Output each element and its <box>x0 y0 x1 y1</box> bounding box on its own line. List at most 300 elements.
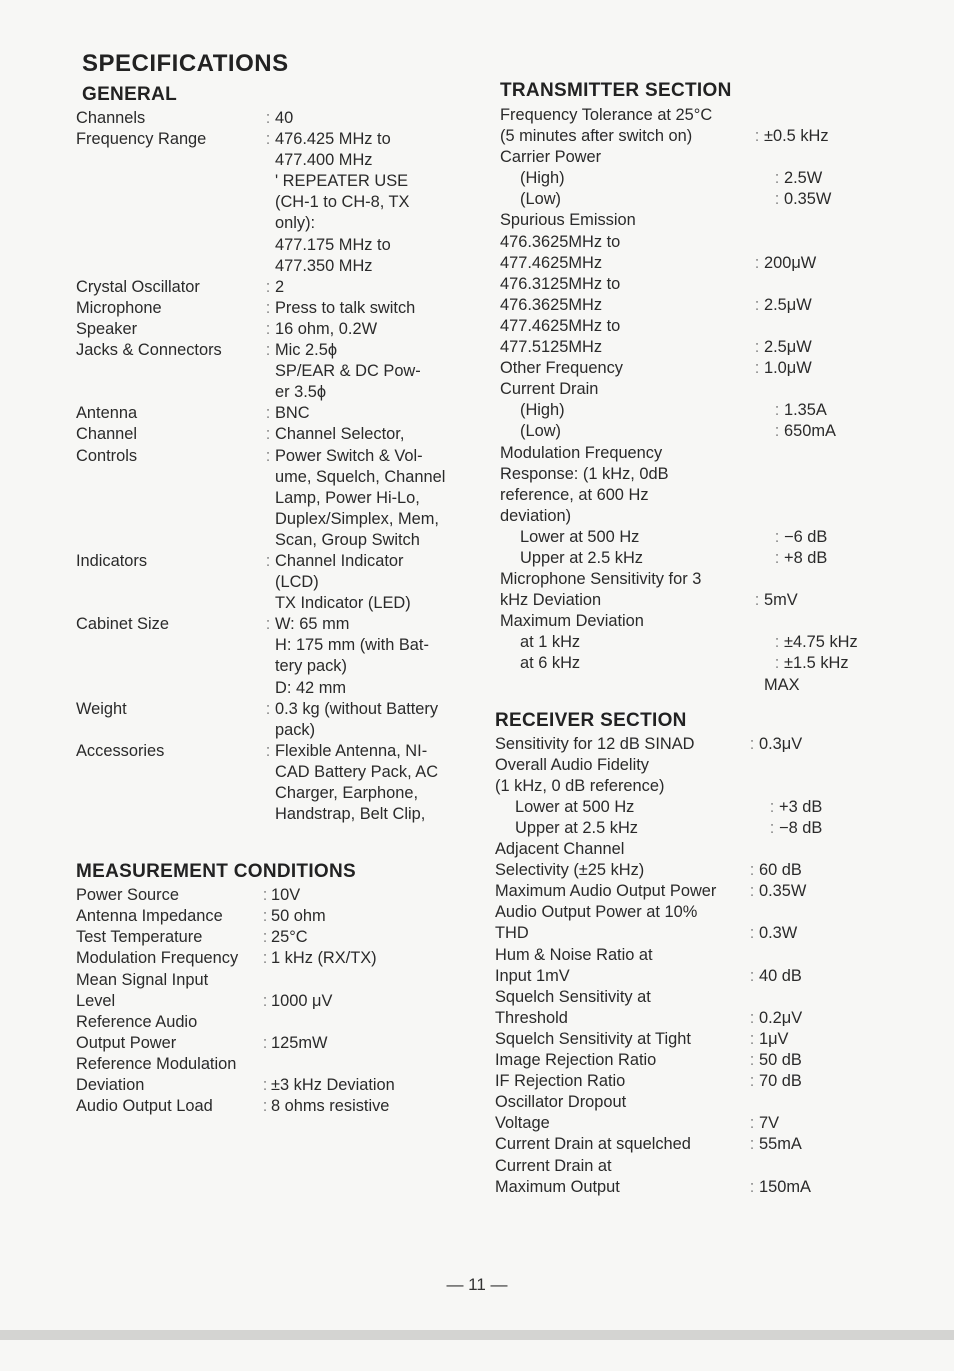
spec-row <box>500 569 910 590</box>
spec-value <box>759 1156 910 1177</box>
spec-value <box>764 274 910 295</box>
spec-separator: : <box>265 446 271 465</box>
spec-separator: : <box>749 1135 755 1154</box>
spec-label: Squelch Sensitivity at Tight <box>495 1029 691 1048</box>
spec-value <box>271 1075 476 1096</box>
spec-separator: : <box>262 907 268 926</box>
spec-separator <box>259 1012 271 1033</box>
spec-value <box>271 1033 476 1054</box>
spec-row <box>76 927 476 948</box>
spec-separator: : <box>749 734 755 753</box>
spec-value-line: 55mA <box>759 1135 802 1154</box>
spec-separator: : <box>262 1076 268 1095</box>
spec-value <box>759 945 910 966</box>
spec-row <box>495 839 910 860</box>
spec-separator <box>745 839 759 860</box>
spec-separator: : <box>749 966 755 985</box>
spec-separator: : <box>749 1029 755 1048</box>
spec-separator: : <box>262 886 268 905</box>
spec-row <box>76 403 476 424</box>
spec-value <box>764 337 910 358</box>
spec-value-line: 50 dB <box>759 1051 802 1070</box>
spec-separator: : <box>265 298 271 317</box>
spec-row <box>76 298 476 319</box>
spec-value <box>764 105 910 126</box>
spec-label: Selectivity (±25 kHz) <box>495 861 645 880</box>
spec-row <box>495 987 910 1008</box>
spec-label: 477.5125MHz <box>500 338 603 357</box>
spec-value <box>764 126 910 147</box>
spec-value-line: 125mW <box>271 1033 328 1052</box>
spec-separator: : <box>262 1097 268 1116</box>
spec-label: Deviation <box>76 1076 145 1095</box>
spec-row <box>500 400 910 421</box>
spec-label: (1 kHz, 0 dB reference) <box>495 776 665 795</box>
spec-row <box>495 734 910 755</box>
spec-value-line: 477.175 MHz to <box>275 235 391 254</box>
spec-label: Channel <box>76 425 138 444</box>
spec-value-line: 650mA <box>784 422 836 441</box>
spec-value-line: 477.350 MHz <box>275 256 373 275</box>
spec-row <box>500 421 910 442</box>
spec-value-line: 150mA <box>759 1177 811 1196</box>
spec-value <box>275 551 476 614</box>
spec-value-line: 2.5μW <box>764 338 812 357</box>
spec-value <box>784 168 910 189</box>
spec-label: Upper at 2.5 kHz <box>515 819 638 837</box>
spec-separator: : <box>262 928 268 947</box>
spec-row <box>500 632 910 653</box>
spec-separator: : <box>265 130 271 149</box>
spec-value <box>764 590 910 611</box>
page-title: SPECIFICATIONS <box>82 50 289 77</box>
spec-separator <box>745 776 759 797</box>
spec-label: 476.3625MHz <box>500 295 603 314</box>
spec-value <box>759 839 910 860</box>
spec-label: Response: (1 kHz, 0dB <box>500 464 669 483</box>
spec-row <box>76 1054 476 1075</box>
spec-separator <box>750 569 764 590</box>
spec-separator <box>750 210 764 231</box>
spec-row <box>76 1096 476 1117</box>
spec-value-line: 1 kHz (RX/TX) <box>271 949 377 968</box>
spec-value-line: ±3 kHz Deviation <box>271 1076 395 1095</box>
spec-row <box>500 210 910 231</box>
spec-separator: : <box>769 819 775 837</box>
spec-value-line: 0.35W <box>784 190 832 209</box>
spec-row <box>495 1092 910 1113</box>
spec-label: Test Temperature <box>76 928 203 947</box>
spec-value-line: 0.35W <box>759 882 807 901</box>
spec-row <box>500 485 910 506</box>
spec-label: Reference Audio <box>76 1012 198 1031</box>
spec-value-line: D: 42 mm <box>275 678 347 697</box>
spec-value <box>271 1012 476 1033</box>
spec-label: (5 minutes after switch on) <box>500 127 693 146</box>
spec-row <box>76 948 476 969</box>
spec-value-line: 0.2μV <box>759 1008 803 1027</box>
spec-label: Jacks & Connectors <box>76 341 222 360</box>
spec-label: kHz Deviation <box>500 591 602 610</box>
spec-value-line: 25°C <box>271 928 308 947</box>
spec-value-line: ±0.5 kHz <box>764 127 829 146</box>
transmitter-heading: TRANSMITTER SECTION <box>500 80 732 101</box>
spec-row <box>76 699 476 741</box>
spec-label: Accessories <box>76 741 165 760</box>
spec-label: (Low) <box>520 190 561 209</box>
spec-separator: : <box>265 341 271 360</box>
spec-row <box>76 1033 476 1054</box>
spec-separator <box>750 232 764 253</box>
spec-row <box>76 108 476 129</box>
spec-label: Current Drain <box>500 380 599 399</box>
spec-row <box>500 548 910 569</box>
spec-value <box>271 1054 476 1075</box>
spec-value <box>759 966 910 987</box>
spec-row <box>495 1156 910 1177</box>
spec-label: Audio Output Power at 10% <box>495 903 698 922</box>
measurement-section <box>76 861 476 1117</box>
spec-value <box>275 108 476 129</box>
spec-separator: : <box>749 882 755 901</box>
spec-label: Sensitivity for 12 dB SINAD <box>495 734 695 753</box>
spec-value-line: pack) <box>275 720 316 739</box>
transmitter-section <box>500 80 910 696</box>
spec-value <box>275 424 476 445</box>
spec-value-line: 2 <box>275 277 285 296</box>
spec-value-line: 5mV <box>764 591 798 610</box>
spec-row <box>500 611 910 632</box>
spec-value-line: 16 ohm, 0.2W <box>275 319 378 338</box>
spec-label: Antenna <box>76 404 138 423</box>
spec-label: Image Rejection Ratio <box>495 1051 657 1070</box>
spec-value-line: 70 dB <box>759 1072 802 1091</box>
spec-label: 476.3125MHz to <box>500 274 621 293</box>
spec-value-line: SP/EAR & DC Pow- <box>275 362 421 381</box>
spec-value <box>275 446 476 551</box>
spec-value <box>764 443 910 464</box>
spec-row <box>495 923 910 944</box>
spec-value-line: −8 dB <box>779 819 823 837</box>
spec-separator <box>750 675 764 696</box>
spec-value <box>271 948 476 969</box>
spec-row <box>500 189 910 210</box>
spec-row <box>500 464 910 485</box>
spec-separator: : <box>262 949 268 968</box>
spec-separator: : <box>774 401 780 420</box>
spec-value-line: 1.0μW <box>764 359 812 378</box>
spec-value <box>759 1071 910 1092</box>
spec-row <box>76 424 476 445</box>
spec-row <box>495 1029 910 1050</box>
spec-row <box>495 902 910 923</box>
spec-value <box>759 1008 910 1029</box>
spec-separator <box>259 970 271 991</box>
spec-row <box>500 316 910 337</box>
spec-value-line: 476.425 MHz to <box>275 130 391 149</box>
spec-value-line: 0.3W <box>759 924 798 943</box>
spec-value-line: (CH-1 to CH-8, TX <box>275 193 410 212</box>
spec-value <box>779 818 910 839</box>
spec-label: Channels <box>76 109 146 127</box>
spec-value <box>764 358 910 379</box>
spec-row <box>76 319 476 340</box>
spec-label: IF Rejection Ratio <box>495 1072 626 1091</box>
spec-label: Antenna Impedance <box>76 907 223 926</box>
spec-separator: : <box>265 404 271 423</box>
receiver-rows <box>495 734 910 1198</box>
spec-value-line: Charger, Earphone, <box>275 784 419 802</box>
spec-value-line: 60 dB <box>759 861 802 880</box>
general-section <box>76 84 476 825</box>
spec-row <box>76 277 476 298</box>
spec-separator <box>745 945 759 966</box>
spec-value-line: Press to talk switch <box>275 298 416 317</box>
spec-separator <box>750 316 764 337</box>
spec-separator: : <box>774 422 780 441</box>
spec-label: deviation) <box>500 506 572 525</box>
spec-separator: : <box>265 699 271 718</box>
spec-row <box>500 147 910 168</box>
spec-value <box>764 147 910 168</box>
spec-row <box>495 881 910 902</box>
spec-value-line: 50 ohm <box>271 907 326 926</box>
spec-label: Squelch Sensitivity at <box>495 987 651 1006</box>
spec-separator <box>750 611 764 632</box>
spec-value <box>759 1092 910 1113</box>
spec-separator <box>750 105 764 126</box>
spec-value <box>759 776 910 797</box>
spec-row <box>495 755 910 776</box>
spec-value-line: 40 dB <box>759 966 802 985</box>
spec-label: Output Power <box>76 1033 177 1052</box>
spec-separator: : <box>262 991 268 1010</box>
spec-value-line: 2.5W <box>784 169 823 188</box>
spec-value-line: Channel Selector, <box>275 425 405 444</box>
spec-row <box>500 443 910 464</box>
spec-value-line: 7V <box>759 1114 780 1133</box>
spec-value <box>759 1177 910 1198</box>
spec-row <box>76 970 476 991</box>
spec-row <box>500 590 910 611</box>
spec-label: Frequency Tolerance at 25°C <box>500 106 713 124</box>
spec-label: Maximum Audio Output Power <box>495 882 717 901</box>
spec-separator: : <box>774 190 780 209</box>
spec-value-line: Scan, Group Switch <box>275 530 420 549</box>
spec-value <box>764 210 910 231</box>
spec-value-line: +8 dB <box>784 548 828 567</box>
spec-value-line: W: 65 mm <box>275 615 350 634</box>
spec-label: Threshold <box>495 1008 568 1027</box>
spec-value <box>759 860 910 881</box>
spec-value <box>784 527 910 548</box>
spec-value <box>764 485 910 506</box>
spec-label: Lower at 500 Hz <box>515 797 635 816</box>
spec-label: Current Drain at <box>495 1156 612 1175</box>
scan-edge <box>0 1330 954 1340</box>
spec-label: 477.4625MHz to <box>500 316 621 335</box>
spec-value <box>764 675 910 696</box>
spec-value-line: TX Indicator (LED) <box>275 594 411 613</box>
spec-value <box>764 253 910 274</box>
spec-row <box>76 551 476 614</box>
spec-value <box>764 611 910 632</box>
spec-label: 477.4625MHz <box>500 253 603 272</box>
spec-row <box>500 675 910 696</box>
spec-value <box>271 1096 476 1117</box>
spec-label: Indicators <box>76 551 148 570</box>
spec-separator: : <box>265 319 271 338</box>
page-number: — 11 — <box>446 1275 508 1294</box>
spec-value-line: 1.35A <box>784 401 827 420</box>
spec-separator: : <box>754 295 760 314</box>
spec-row <box>500 379 910 400</box>
spec-label: Reference Modulation <box>76 1054 237 1073</box>
spec-value <box>759 1134 910 1155</box>
spec-row <box>500 358 910 379</box>
spec-value <box>275 403 476 424</box>
spec-value <box>275 319 476 340</box>
spec-value <box>271 991 476 1012</box>
spec-value <box>759 755 910 776</box>
general-heading: GENERAL <box>82 84 177 105</box>
spec-separator: : <box>265 277 271 296</box>
spec-row <box>500 253 910 274</box>
spec-value <box>764 569 910 590</box>
spec-row <box>76 129 476 277</box>
spec-row <box>495 1008 910 1029</box>
spec-separator <box>745 987 759 1008</box>
spec-label: Adjacent Channel <box>495 840 625 859</box>
spec-label: Controls <box>76 446 138 465</box>
spec-value-line: 0.3 kg (without Battery <box>275 699 439 718</box>
spec-value <box>764 464 910 485</box>
spec-label: THD <box>495 924 529 943</box>
spec-value-line: 200μW <box>764 253 817 272</box>
spec-value-line: Lamp, Power Hi-Lo, <box>275 488 420 507</box>
spec-value <box>764 379 910 400</box>
spec-separator <box>750 147 764 168</box>
spec-label: Overall Audio Fidelity <box>495 755 649 774</box>
spec-label: Weight <box>76 699 127 718</box>
spec-value <box>275 129 476 277</box>
spec-separator <box>750 379 764 400</box>
spec-label: Spurious Emission <box>500 211 636 230</box>
spec-label: Speaker <box>76 319 138 338</box>
spec-separator: : <box>754 338 760 357</box>
spec-label: at 1 kHz <box>520 633 581 652</box>
spec-value-line: Power Switch & Vol- <box>275 446 423 465</box>
spec-row <box>76 885 476 906</box>
spec-separator: : <box>749 1051 755 1070</box>
spec-separator: : <box>749 1072 755 1091</box>
spec-value <box>759 734 910 755</box>
spec-row <box>495 1134 910 1155</box>
spec-value <box>275 741 476 825</box>
spec-label: Modulation Frequency <box>76 949 239 968</box>
spec-label: Current Drain at squelched <box>495 1135 691 1154</box>
spec-separator: : <box>749 1177 755 1196</box>
spec-value-line: ' REPEATER USE <box>275 172 409 191</box>
spec-row <box>76 340 476 403</box>
spec-label: Level <box>76 991 116 1010</box>
spec-value-line: tery pack) <box>275 657 347 676</box>
spec-separator: : <box>769 797 775 816</box>
spec-value <box>779 797 910 818</box>
spec-row <box>495 1113 910 1134</box>
spec-label: Modulation Frequency <box>500 443 663 462</box>
spec-value <box>759 902 910 923</box>
spec-row <box>500 337 910 358</box>
spec-separator: : <box>749 1008 755 1027</box>
spec-value <box>759 1050 910 1071</box>
spec-value <box>271 885 476 906</box>
spec-separator: : <box>774 654 780 673</box>
spec-row <box>76 446 476 551</box>
spec-value-line: ume, Squelch, Channel <box>275 467 446 486</box>
spec-value <box>764 295 910 316</box>
spec-row <box>500 527 910 548</box>
spec-value <box>271 927 476 948</box>
measurement-rows <box>76 885 476 1117</box>
spec-value <box>784 632 910 653</box>
spec-row <box>76 991 476 1012</box>
spec-label: Microphone Sensitivity for 3 <box>500 570 702 589</box>
spec-separator: : <box>774 633 780 652</box>
spec-row <box>76 1075 476 1096</box>
spec-label: Power Source <box>76 886 179 905</box>
spec-value-line: H: 175 mm (with Bat- <box>275 636 429 655</box>
spec-value <box>759 881 910 902</box>
spec-label: Hum & Noise Ratio at <box>495 945 653 964</box>
spec-separator: : <box>749 1114 755 1133</box>
spec-row <box>495 797 910 818</box>
spec-value-line: +3 dB <box>779 797 823 816</box>
spec-label: Maximum Output <box>495 1177 620 1196</box>
spec-label: Cabinet Size <box>76 615 169 634</box>
spec-row <box>495 1050 910 1071</box>
spec-value <box>764 316 910 337</box>
spec-row <box>495 818 910 839</box>
spec-value <box>784 548 910 569</box>
spec-separator <box>750 464 764 485</box>
spec-value <box>275 614 476 698</box>
spec-value <box>764 232 910 253</box>
spec-value-line: Duplex/Simplex, Mem, <box>275 509 439 528</box>
spec-row <box>500 232 910 253</box>
spec-row <box>76 741 476 825</box>
spec-value <box>271 906 476 927</box>
spec-row <box>500 105 910 126</box>
spec-value-line: 2.5μW <box>764 295 812 314</box>
spec-row <box>76 614 476 698</box>
spec-value <box>764 506 910 527</box>
spec-separator <box>259 1054 271 1075</box>
spec-value <box>784 400 910 421</box>
spec-value <box>271 970 476 991</box>
spec-separator: : <box>754 253 760 272</box>
spec-separator: : <box>749 924 755 943</box>
spec-separator: : <box>774 548 780 567</box>
spec-label: Lower at 500 Hz <box>520 527 640 546</box>
spec-separator <box>750 443 764 464</box>
spec-value <box>275 340 476 403</box>
spec-separator <box>745 1092 759 1113</box>
spec-row <box>500 274 910 295</box>
spec-value-line: 1000 μV <box>271 991 333 1010</box>
spec-separator: : <box>774 169 780 188</box>
spec-separator: : <box>754 591 760 610</box>
